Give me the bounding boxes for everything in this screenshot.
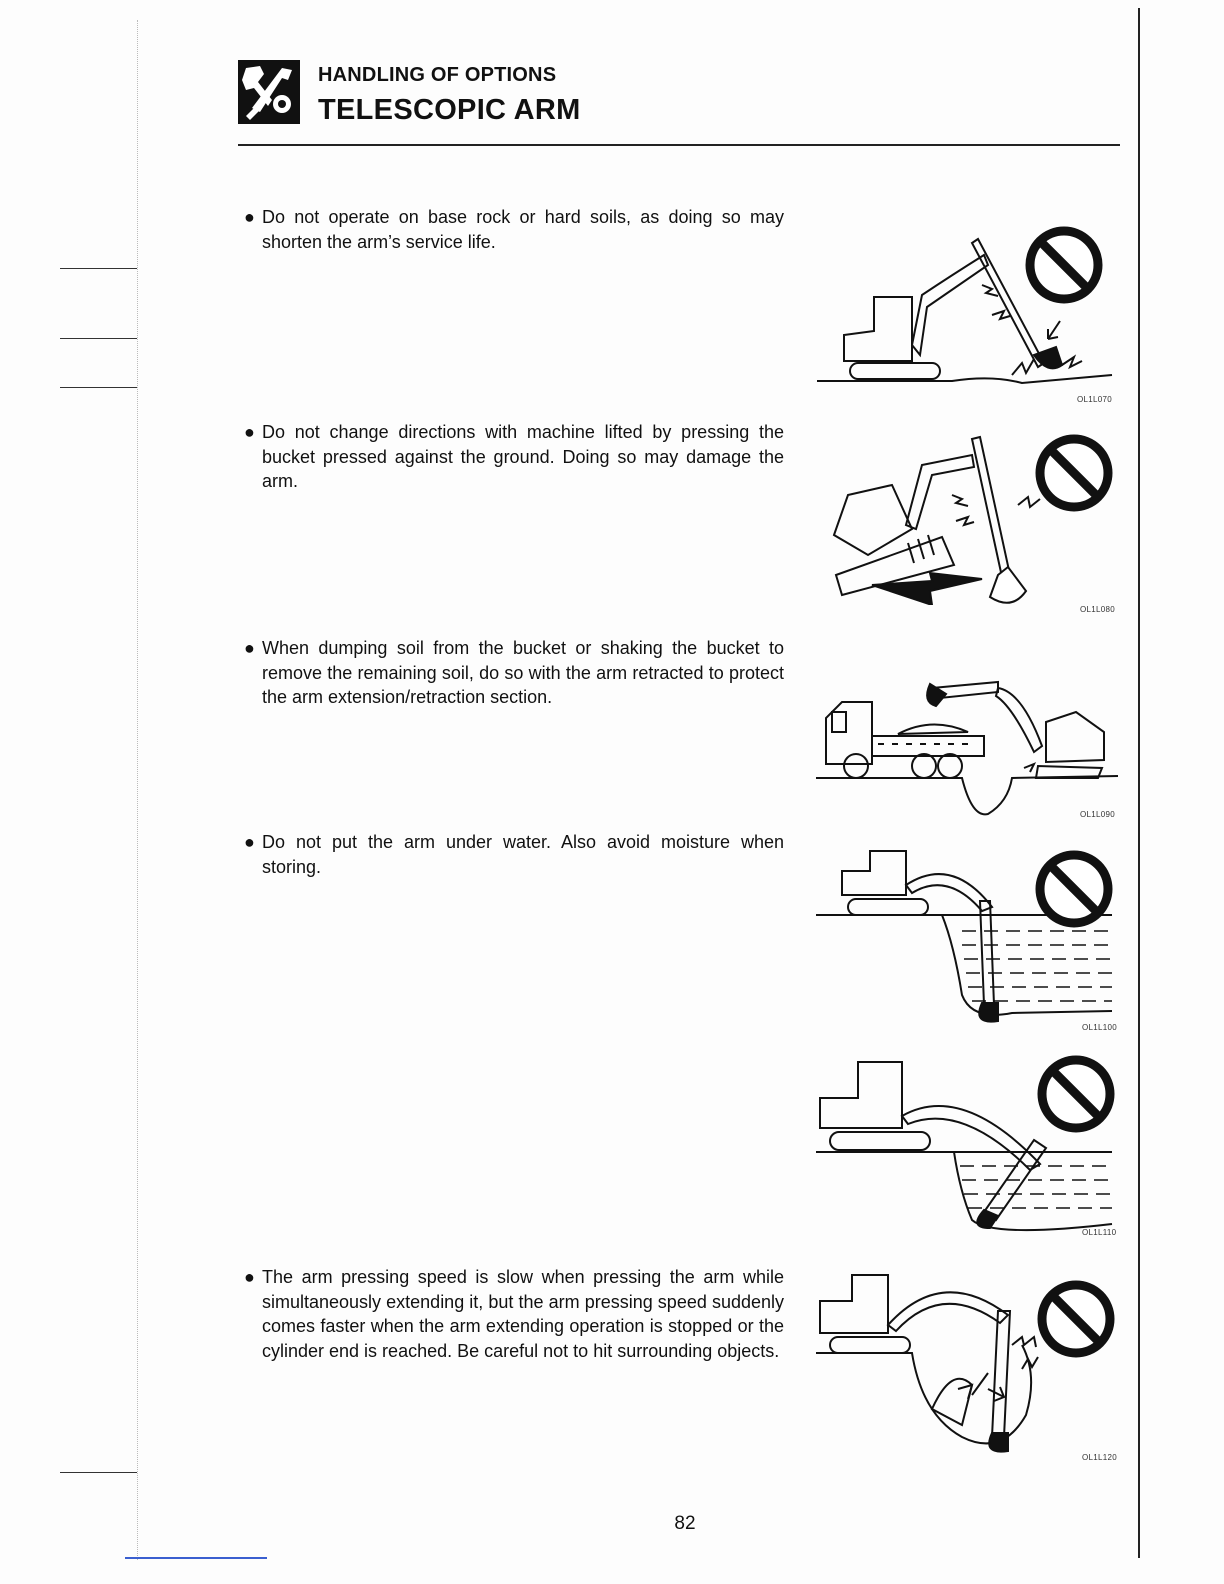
margin-tick — [60, 387, 137, 388]
bullet-text: When dumping soil from the bucket or shaking the bucket to remove the remaining soil, do so with the arm retracted to protect the arm extension/retraction section. — [262, 638, 784, 707]
bullet-text: Do not put the arm under water. Also avoid moisture when storing. — [262, 832, 784, 877]
margin-tick — [60, 1472, 137, 1473]
bullet-item — [244, 205, 784, 254]
figure-under-water-1 — [812, 845, 1122, 1035]
page-title: TELESCOPIC ARM — [318, 94, 581, 126]
figure-under-water-2 — [812, 1052, 1122, 1247]
bottom-link-underline — [125, 1557, 267, 1559]
bullet-dot-icon: ● — [244, 832, 255, 852]
wrench-hammer-icon — [238, 60, 300, 124]
figure-code: OL1L070 — [1077, 395, 1113, 404]
margin-tick — [60, 338, 137, 339]
bullet-item — [244, 636, 784, 710]
section-heading: HANDLING OF OPTIONS — [318, 64, 557, 86]
bullet-dot-icon: ● — [244, 638, 255, 658]
figure-direction-change — [812, 425, 1122, 620]
bullet-text: The arm pressing speed is slow when pressing the arm while simultaneously extending it, but the arm pressing speed suddenly comes faster when the arm extending operation is stopped or the cylinder end is reached. Be careful not to hit surrounding objects. — [262, 1267, 784, 1361]
bullet-dot-icon: ● — [244, 207, 255, 227]
figure-code: OL1L080 — [1080, 605, 1116, 614]
figure-dumping-truck — [812, 672, 1122, 827]
bullet-item — [244, 1265, 784, 1363]
bullet-dot-icon: ● — [244, 422, 255, 442]
bullet-item — [244, 420, 784, 494]
bullet-dot-icon: ● — [244, 1267, 255, 1287]
bullet-text: Do not change directions with machine lifted by pressing the bucket pressed against the ground. Doing so may damage the arm. — [262, 422, 784, 491]
bullet-text: Do not operate on base rock or hard soils, as doing so may shorten the arm’s service life. — [262, 207, 784, 252]
figure-code: OL1L100 — [1082, 1023, 1118, 1032]
figure-hard-rock — [812, 215, 1122, 410]
bullet-item — [244, 830, 784, 879]
figure-code: OL1L110 — [1082, 1228, 1117, 1237]
left-margin-dotted-line — [137, 20, 139, 1560]
page-number: 82 — [674, 1513, 696, 1534]
figure-sudden-speed — [812, 1265, 1122, 1465]
figure-code: OL1L120 — [1082, 1453, 1118, 1462]
right-margin-rule — [1138, 8, 1140, 1558]
figure-code: OL1L090 — [1080, 810, 1116, 819]
header-rule — [238, 144, 1120, 146]
margin-tick — [60, 268, 137, 269]
